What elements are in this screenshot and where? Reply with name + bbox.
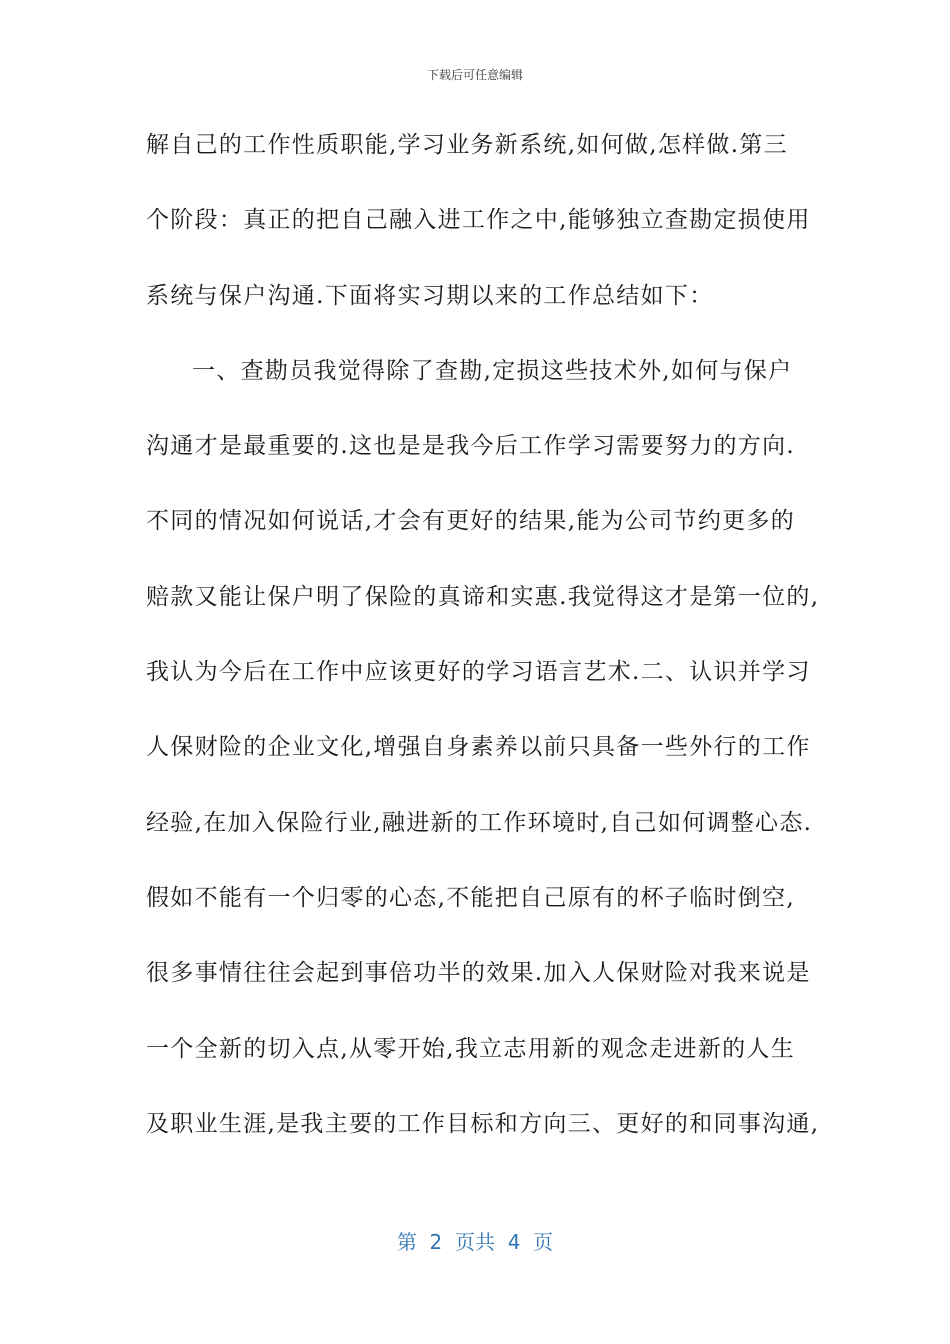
page-header: 下载后可任意编辑 — [426, 68, 523, 82]
text-line: 很多事情往往会起到事倍功半的效果.加入人保财险对我来说是 — [146, 960, 811, 987]
text-line: 系统与保户沟通.下面将实习期以来的工作总结如下： — [146, 282, 714, 309]
text-line: 我认为今后在工作中应该更好的学习语言艺术.二、认识并学习 — [146, 659, 811, 686]
text-line: 假如不能有一个归零的心态,不能把自己原有的杯子临时倒空, — [146, 884, 796, 911]
text-line: 人保财险的企业文化,增强自身素养以前只具备一些外行的工作 — [146, 734, 811, 761]
text-line: 赔款又能让保户明了保险的真谛和实惠.我觉得这才是第一位的, — [146, 583, 820, 610]
page-number-footer: 第 2 页共 4 页 — [396, 1230, 554, 1254]
text-line: 个阶段：真正的把自己融入进工作之中,能够独立查勘定损使用 — [146, 207, 811, 234]
text-line-paragraph-start: 一、查勘员我觉得除了查勘,定损这些技术外,如何与保户 — [192, 357, 793, 384]
text-line: 及职业生涯,是我主要的工作目标和方向三、更好的和同事沟通, — [146, 1110, 820, 1137]
text-line: 沟通才是最重要的.这也是是我今后工作学习需要努力的方向. — [146, 433, 796, 460]
text-line: 解自己的工作性质职能,学习业务新系统,如何做,怎样做.第三 — [146, 132, 788, 158]
text-line: 经验,在加入保险行业,融进新的工作环境时,自己如何调整心态. — [146, 809, 813, 836]
document-body — [146, 124, 820, 1178]
text-line: 一个全新的切入点,从零开始,我立志用新的观念走进新的人生 — [146, 1035, 796, 1062]
text-line: 不同的情况如何说话,才会有更好的结果,能为公司节约更多的 — [146, 508, 796, 535]
